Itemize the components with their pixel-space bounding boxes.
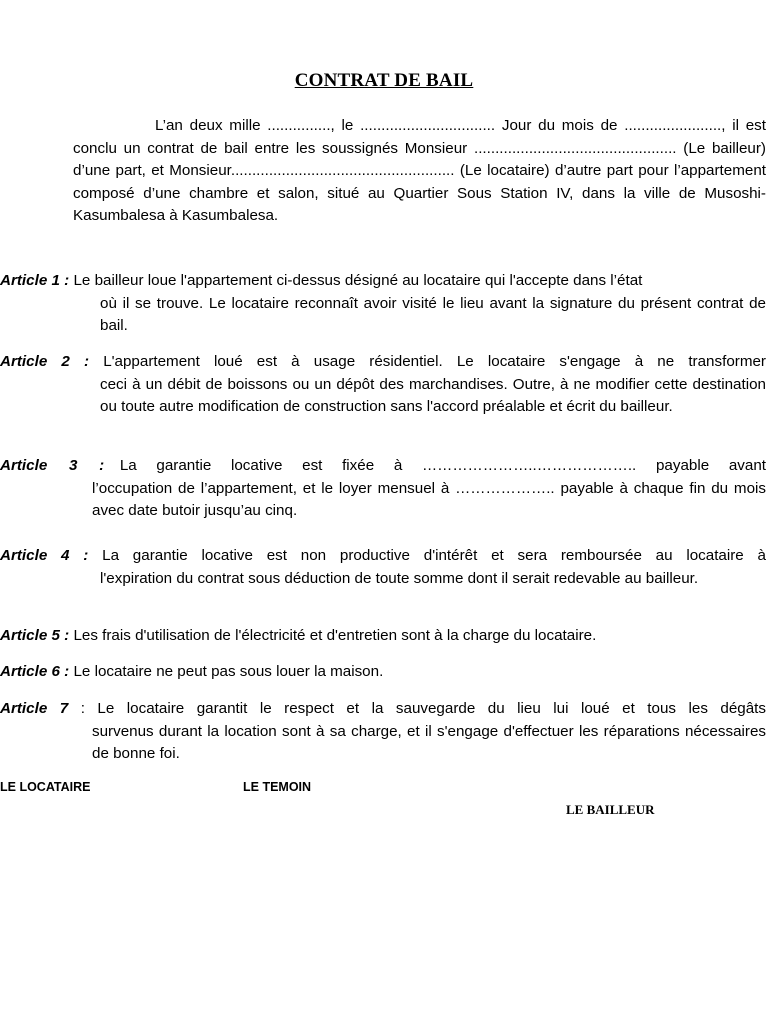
article-1-lead: Le bailleur loue l'appartement ci-dessus désigné au locataire qui l'accepte dans l’état [73, 272, 643, 289]
article-6-lead: Le locataire ne peut pas sous louer la maison. [73, 663, 384, 680]
article-7-lead: Le locataire garantit le respect et la sauvegarde du lieu lui loué et tous les dégâts [97, 700, 766, 717]
article-4 [0, 545, 766, 590]
article-2 [0, 351, 766, 419]
intro-paragraph: L’an deux mille ..............., le ................................ Jour du mois de ......................., il est conclu un contrat de bail entre les soussignés Monsieur ................................................ (Le bailleur) d’une part, et Monsieur..................................................... (Le locataire) d’autre part pour l’appartement composé d’une chambre et salon, situé au Quartier Sous Station IV, dans la ville de Musoshi-Kasumbalesa à Kasumbalesa. [73, 117, 766, 225]
article-1-label: Article 1 : [0, 272, 70, 289]
article-7-body: survenus durant la location sont à sa charge, et il s'engage d'effectuer les réparations nécessaires de bonne foi. [92, 722, 766, 763]
article-3-label: Article 3 : [0, 457, 105, 474]
article-1 [0, 270, 766, 338]
article-7 [0, 698, 766, 766]
signature-bailleur: LE BAILLEUR [566, 802, 655, 817]
signature-temoin: LE TEMOIN [243, 780, 312, 794]
article-2-lead: L'appartement loué est à usage résidentiel. Le locataire s'engage à ne transformer [103, 353, 766, 370]
article-3-body: l’occupation de l’appartement, et le loyer mensuel à ……………….. payable à chaque fin du mois avec date butoir jusqu’au cinq. [92, 479, 766, 520]
article-1-body: où il se trouve. Le locataire reconnaît avoir visité le lieu avant la signature du présent contrat de bail. [100, 294, 766, 335]
article-4-label: Article 4 : [0, 547, 89, 564]
article-7-label-colon: : [68, 700, 85, 717]
article-4-body: l'expiration du contrat sous déduction de toute somme dont il serait redevable au bailleur. [100, 569, 699, 587]
article-2-body: ceci à un débit de boissons ou un dépôt des marchandises. Outre, à ne modifier cette destination ou toute autre modification de construction sans l'accord préalable et écrit du bailleur. [100, 375, 766, 416]
article-7-label: Article 7 [0, 700, 69, 717]
signature-locataire: LE LOCATAIRE [0, 780, 91, 794]
document-title: CONTRAT DE BAIL [294, 70, 474, 91]
article-2-label: Article 2 : [0, 353, 90, 370]
article-5-label: Article 5 : [0, 627, 70, 644]
article-5 [0, 625, 766, 648]
article-3-lead: La garantie locative est fixée à …………………..……………….. payable avant [119, 457, 766, 474]
article-4-lead: La garantie locative est non productive d'intérêt et sera remboursée au locataire à [102, 547, 766, 564]
article-3 [0, 455, 766, 523]
article-6-label: Article 6 : [0, 663, 70, 680]
article-5-lead: Les frais d'utilisation de l'électricité et d'entretien sont à la charge du locataire. [73, 627, 597, 644]
article-6 [0, 661, 766, 684]
